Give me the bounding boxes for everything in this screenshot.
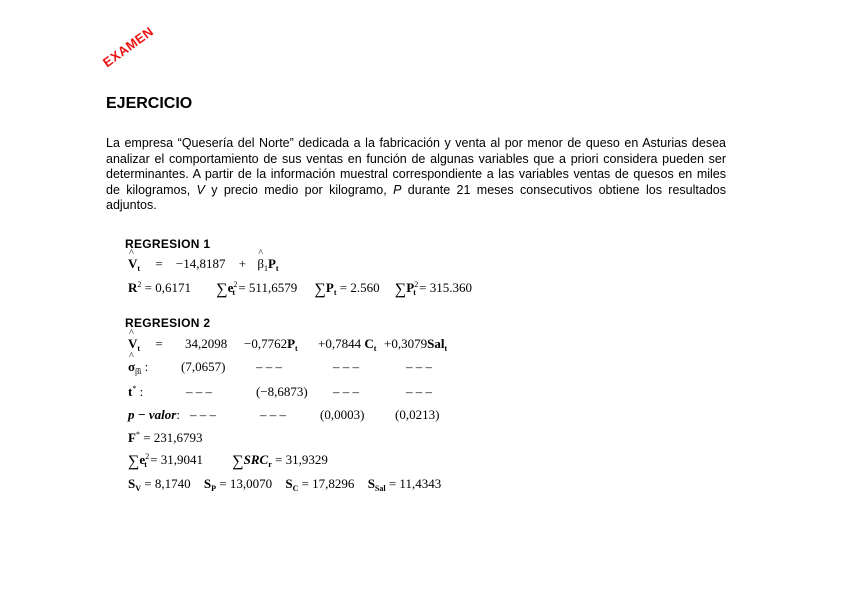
sigma-value-1: (7,0657): [181, 359, 226, 374]
eq1-var-sub: t: [275, 264, 279, 273]
exercise-statement: [106, 136, 726, 214]
s-v-label: S: [128, 476, 136, 491]
statement-text-2: y precio medio por kilogramo,: [204, 182, 394, 197]
f-label: F: [128, 430, 136, 445]
eq2-intercept: 34,2098: [185, 336, 228, 351]
regresion-1-label: REGRESION 1: [125, 237, 211, 251]
t-label-sup: *: [132, 384, 137, 393]
s-v-sub: V: [135, 484, 142, 493]
s-sal-sub: Sal: [374, 484, 386, 493]
sum-p2-value: = 315.360: [419, 280, 472, 295]
sigma-row-label: [128, 359, 148, 376]
regresion-2-sums: $\sum e^2_t = 31,9041$ $\sum SRC_r = 31,9329$: [128, 452, 328, 470]
t-row-label: [128, 384, 143, 400]
eq2-t1-coef: −0,7762: [244, 336, 288, 351]
statement-var-p: P: [393, 182, 402, 197]
t-value-3: – – –: [333, 384, 359, 399]
r2-value: = 0,6171: [144, 280, 191, 295]
statement-text-3: durante 21 meses consecutivos obtiene los resultados adjuntos.: [106, 182, 726, 213]
sum-e2-value: = 511,6579: [238, 280, 298, 295]
eq2-t2-coef: +0,7844: [318, 336, 362, 351]
t-label: t: [128, 384, 133, 399]
t-value-2: (−8,6873): [256, 384, 308, 399]
p-label: p − valor: [128, 407, 177, 422]
sum-src-label: SRC: [243, 452, 269, 467]
sum-p2-label: P: [406, 280, 415, 295]
regresion-1-stats: $R^2 = 0,6171$ $\sum e^2_t = 511,6579$ $\sum P_t = 2.560$ $\sum P^2_t = 315.360$: [128, 280, 472, 298]
eq2-term-2: +0,7844 $C_t$: [318, 336, 377, 353]
s-values-row: [128, 476, 441, 493]
exercise-heading: EJERCICIO: [106, 95, 193, 112]
eq2-term-1: $-0,7762P_t$: [244, 336, 298, 353]
p-value-3: (0,0003): [320, 407, 365, 422]
sum-p-label: P: [325, 280, 334, 295]
s-p-sub: P: [211, 484, 216, 493]
eq1-lhs: ^ V: [128, 256, 137, 272]
sigma-colon: :: [144, 359, 149, 374]
eq1-intercept: −14,8187: [175, 256, 226, 271]
sigma-value-3: – – –: [333, 359, 359, 374]
eq2-term-3: +0,3079Sal$_t$: [384, 336, 448, 353]
eq1-beta: ^ β: [257, 256, 264, 272]
sigma-label: ^ σ: [128, 359, 135, 375]
s-c-value: = 17,8296: [301, 476, 355, 491]
s-c-label: S: [285, 476, 293, 491]
t-value-4: – – –: [406, 384, 432, 399]
p-value-2: – – –: [260, 407, 286, 422]
t-colon: :: [139, 384, 144, 399]
t-value-1: – – –: [186, 384, 212, 399]
sigma-value-4: – – –: [406, 359, 432, 374]
sum-p-value: = 2.560: [339, 280, 380, 295]
exam-stamp: EXAMEN: [100, 23, 157, 71]
regresion-1-equation: [128, 256, 279, 273]
sum-src-sub: r: [268, 460, 272, 469]
s-p-label: S: [203, 476, 212, 491]
eq1-equals: =: [155, 256, 163, 271]
eq1-plus: +: [238, 256, 247, 271]
eq2-t3-coef: +0,3079: [384, 336, 428, 351]
statement-text-1: La empresa “Quesería del Norte” dedicada a la fabricación y venta al por menor de queso en Asturias desea analizar el comportamiento de sus ventas en función de algunas variables que a priori considera pueden ser determinantes. A partir de la información muestral correspondiente a las variables ventas de quesos en miles de kilogramos,: [106, 136, 726, 197]
eq2-lhs: ^ V: [128, 336, 137, 352]
p-row-label: [128, 407, 180, 423]
p-value-4: (0,0213): [395, 407, 440, 422]
f-sup: *: [135, 430, 140, 439]
f-statistic: [128, 430, 203, 446]
eq2-t3-var: Sal: [427, 336, 445, 351]
sigma-value-2: – – –: [256, 359, 282, 374]
f-value: = 231,6793: [143, 430, 203, 445]
regresion-2-label: REGRESION 2: [125, 316, 211, 330]
s-v-value: = 8,1740: [144, 476, 191, 491]
s-p-value: = 13,0070: [219, 476, 273, 491]
s-c-sub: C: [292, 484, 299, 493]
statement-var-v: V: [196, 182, 205, 197]
sigma-label-sub: β̂i: [135, 367, 142, 376]
sum2-e2-value: = 31,9041: [150, 452, 203, 467]
eq1-lhs-sub: t: [137, 264, 141, 273]
eq2-t1-var: P: [287, 336, 296, 351]
s-sal-label: S: [367, 476, 375, 491]
eq2-t2-var: C: [364, 336, 374, 351]
eq1-beta-sub: 1: [263, 264, 268, 273]
r2-sup: 2: [137, 280, 142, 289]
p-colon: :: [176, 407, 180, 422]
p-value-1: – – –: [190, 407, 216, 422]
r2-label: R: [128, 280, 138, 295]
sum2-e2-label: e: [139, 452, 146, 467]
sum-e2-label: e: [227, 280, 234, 295]
eq2-equals: =: [155, 336, 163, 351]
sum-src-value: = 31,9329: [275, 452, 328, 467]
s-sal-value: = 11,4343: [388, 476, 442, 491]
eq2-lhs-sub: t: [137, 344, 141, 353]
eq1-var: P: [267, 256, 276, 271]
